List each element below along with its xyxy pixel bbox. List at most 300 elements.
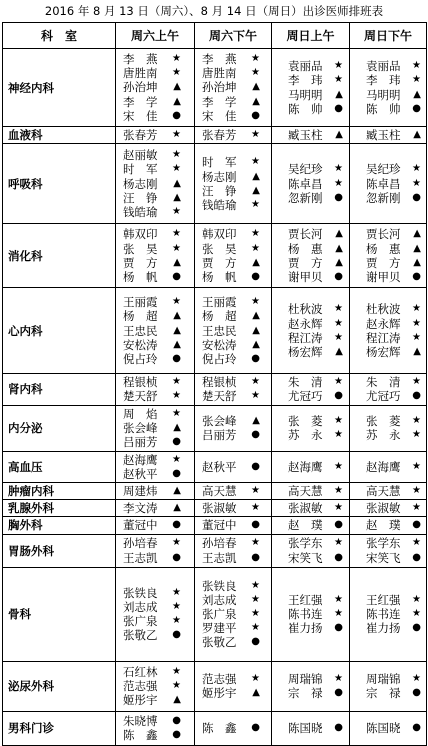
doctor-name: 姬彤宇 <box>202 686 237 700</box>
doctor-entry <box>195 389 271 403</box>
schedule-cell <box>272 661 350 711</box>
doctor-name: 宋 佳 <box>123 108 158 123</box>
doctor-title-mark: ★ <box>172 600 181 612</box>
doctor-title-mark: ▲ <box>335 242 343 254</box>
doctor-name: 尤冠巧 <box>366 389 401 404</box>
header-sat-am: 周六上午 <box>116 23 195 49</box>
doctor-entry <box>195 518 271 532</box>
doctor-title-mark: ★ <box>172 407 181 419</box>
doctor-entry <box>350 389 426 403</box>
doctor-entry <box>272 460 349 474</box>
doctor-name: 程银桢 <box>202 375 237 390</box>
doctor-entry <box>116 191 194 205</box>
doctor-name: 张铁良 <box>123 585 158 600</box>
table-row <box>3 405 427 451</box>
doctor-entry <box>116 66 194 80</box>
doctor-title-mark: ▲ <box>413 345 421 357</box>
doctor-entry <box>195 80 271 94</box>
doctor-name: 谢甲贝 <box>288 269 323 284</box>
doctor-name: 赵秋平 <box>123 466 158 481</box>
header-sat-pm: 周六下午 <box>195 23 272 49</box>
doctor-title-mark: ● <box>334 687 343 698</box>
doctor-name: 陈书连 <box>366 606 401 621</box>
doctor-entry <box>116 551 194 565</box>
schedule-cell <box>116 405 195 451</box>
doctor-title-mark: ★ <box>334 163 343 175</box>
schedule-cell <box>195 405 272 451</box>
doctor-name: 李 玮 <box>288 73 323 88</box>
doctor-name: 宗 禄 <box>366 686 401 700</box>
doctor-title-mark: ▲ <box>173 421 181 433</box>
doctor-title-mark: ▲ <box>252 184 260 196</box>
doctor-title-mark: ● <box>172 629 181 641</box>
schedule-cell <box>116 661 195 711</box>
doctor-title-mark: ★ <box>172 390 181 402</box>
department-name: 胸外科 <box>3 517 116 534</box>
doctor-entry <box>195 295 271 309</box>
doctor-entry <box>195 109 271 123</box>
doctor-entry <box>195 324 271 338</box>
doctor-name: 董冠中 <box>123 518 158 533</box>
doctor-entry <box>272 428 349 442</box>
doctor-entry <box>195 501 271 515</box>
doctor-title-mark: ★ <box>172 376 181 388</box>
doctor-title-mark: ★ <box>412 593 421 605</box>
doctor-name: 杨宏辉 <box>288 344 323 359</box>
doctor-name: 张 昊 <box>202 241 237 256</box>
doctor-name: 倪占玲 <box>123 351 158 366</box>
doctor-name: 苏 永 <box>288 428 323 443</box>
schedule-cell <box>195 534 272 567</box>
doctor-title-mark: ★ <box>334 429 343 441</box>
doctor-title-mark: ▲ <box>252 170 260 182</box>
doctor-name: 杜秋波 <box>288 302 323 317</box>
schedule-cell <box>350 144 427 224</box>
doctor-name: 贾 方 <box>288 255 323 270</box>
table-row <box>3 482 427 499</box>
doctor-name: 赵丽敏 <box>123 148 158 163</box>
schedule-cell <box>350 451 427 482</box>
schedule-cell <box>116 534 195 567</box>
header-sun-am: 周日上午 <box>272 23 350 49</box>
doctor-entry <box>272 242 349 256</box>
doctor-entry <box>195 375 271 389</box>
schedule-cell <box>350 500 427 517</box>
doctor-name: 张敬乙 <box>202 635 237 650</box>
doctor-name: 程江涛 <box>288 330 323 345</box>
doctor-name: 周 焰 <box>123 406 158 421</box>
doctor-entry <box>195 128 271 142</box>
doctor-entry <box>272 518 349 532</box>
schedule-cell <box>272 534 350 567</box>
doctor-entry <box>116 52 194 66</box>
schedule-cell <box>350 711 427 745</box>
doctor-name: 李 学 <box>123 94 158 109</box>
doctor-title-mark: ● <box>172 519 181 531</box>
doctor-title-mark: ★ <box>334 74 343 86</box>
doctor-entry <box>272 177 349 191</box>
doctor-name: 罗建平 <box>202 621 237 636</box>
doctor-name: 范志强 <box>202 671 237 686</box>
doctor-title-mark: ▲ <box>173 338 181 350</box>
doctor-entry <box>116 467 194 481</box>
doctor-name: 高天慧 <box>202 483 237 498</box>
doctor-title-mark: ★ <box>412 376 421 388</box>
doctor-entry <box>195 198 271 212</box>
schedule-cell <box>116 49 195 127</box>
schedule-cell <box>350 127 427 144</box>
doctor-entry <box>195 170 271 184</box>
doctor-entry <box>195 256 271 270</box>
doctor-title-mark: ▲ <box>252 338 260 350</box>
doctor-name: 杨 超 <box>202 309 237 324</box>
schedule-cell <box>116 288 195 374</box>
doctor-entry <box>195 184 271 198</box>
doctor-title-mark: ● <box>172 436 181 448</box>
schedule-cell <box>350 224 427 288</box>
doctor-entry <box>272 686 349 700</box>
doctor-title-mark: ★ <box>172 205 181 217</box>
doctor-name: 尤冠巧 <box>288 389 323 404</box>
doctor-title-mark: ★ <box>412 163 421 175</box>
schedule-cell <box>116 500 195 517</box>
doctor-name: 贾长河 <box>366 227 401 242</box>
doctor-title-mark: ★ <box>172 53 181 65</box>
schedule-cell <box>272 405 350 451</box>
table-row <box>3 567 427 661</box>
table-row <box>3 500 427 517</box>
doctor-name: 陈书连 <box>288 606 323 621</box>
doctor-title-mark: ★ <box>251 593 260 605</box>
doctor-title-mark: ★ <box>334 414 343 426</box>
doctor-name: 陈 帅 <box>366 101 401 116</box>
doctor-name: 汪 铮 <box>123 190 158 205</box>
doctor-name: 石红林 <box>123 664 158 679</box>
doctor-entry <box>116 324 194 338</box>
doctor-name: 赵秋平 <box>202 459 237 474</box>
doctor-entry <box>195 52 271 66</box>
doctor-title-mark: ★ <box>172 665 181 677</box>
doctor-name: 杨 帆 <box>123 269 158 284</box>
doctor-title-mark: ● <box>334 721 343 733</box>
doctor-entry <box>350 428 426 442</box>
doctor-entry <box>272 414 349 428</box>
doctor-title-mark: ● <box>251 551 260 563</box>
doctor-entry <box>116 80 194 94</box>
doctor-title-mark: ★ <box>172 296 181 308</box>
doctor-title-mark: ★ <box>251 390 260 402</box>
doctor-entry <box>350 242 426 256</box>
doctor-name: 张广泉 <box>123 614 158 628</box>
table-row <box>3 374 427 405</box>
doctor-entry <box>272 331 349 345</box>
doctor-name: 杨 帆 <box>202 269 237 284</box>
doctor-title-mark: ★ <box>251 607 260 619</box>
schedule-cell <box>272 374 350 405</box>
schedule-cell <box>272 49 350 127</box>
doctor-title-mark: ★ <box>172 228 181 240</box>
doctor-name: 王忠民 <box>123 323 158 338</box>
doctor-title-mark: ● <box>251 352 260 364</box>
doctor-name: 吴纪珍 <box>366 162 401 177</box>
doctor-name: 张 菱 <box>366 413 401 428</box>
doctor-title-mark: ★ <box>334 376 343 388</box>
doctor-name: 时 军 <box>123 162 158 177</box>
doctor-entry <box>195 414 271 428</box>
doctor-title-mark: ★ <box>172 149 181 161</box>
doctor-entry <box>272 621 349 635</box>
doctor-entry <box>195 309 271 323</box>
schedule-cell <box>350 374 427 405</box>
schedule-cell <box>116 127 195 144</box>
table-row <box>3 224 427 288</box>
schedule-cell <box>116 711 195 745</box>
department-name: 男科门诊 <box>3 711 116 745</box>
doctor-name: 孙培春 <box>202 536 237 551</box>
doctor-entry <box>350 331 426 345</box>
doctor-name: 王红强 <box>366 592 401 607</box>
doctor-title-mark: ★ <box>412 60 421 72</box>
doctor-name: 赵海鹰 <box>123 452 158 467</box>
doctor-name: 张敬乙 <box>123 628 158 643</box>
doctor-entry <box>195 593 271 607</box>
doctor-name: 张会峰 <box>202 413 237 428</box>
doctor-name: 杨宏辉 <box>366 344 401 359</box>
doctor-title-mark: ● <box>251 519 260 531</box>
doctor-entry <box>116 205 194 219</box>
department-name: 内分泌 <box>3 405 116 451</box>
doctor-name: 赵 璞 <box>366 518 401 533</box>
doctor-title-mark: ▲ <box>335 256 343 268</box>
doctor-entry <box>350 593 426 607</box>
doctor-title-mark: ▲ <box>252 81 260 93</box>
doctor-entry <box>350 414 426 428</box>
doctor-title-mark: ★ <box>251 376 260 388</box>
doctor-title-mark: ★ <box>334 60 343 72</box>
department-name: 心内科 <box>3 288 116 374</box>
doctor-name: 吴纪珍 <box>288 162 323 177</box>
doctor-entry <box>350 88 426 102</box>
doctor-name: 陈 鑫 <box>123 728 158 742</box>
doctor-title-mark: ● <box>251 636 260 648</box>
doctor-name: 张 昊 <box>123 241 158 256</box>
schedule-cell <box>195 144 272 224</box>
doctor-entry <box>116 614 194 628</box>
doctor-name: 张春芳 <box>202 128 237 142</box>
doctor-entry <box>272 73 349 87</box>
doctor-title-mark: ▲ <box>335 129 343 140</box>
doctor-title-mark: ★ <box>172 615 181 626</box>
schedule-cell <box>272 500 350 517</box>
doctor-entry <box>350 227 426 241</box>
doctor-entry <box>195 155 271 169</box>
doctor-entry <box>272 593 349 607</box>
doctor-name: 陈 鑫 <box>202 720 237 735</box>
doctor-title-mark: ★ <box>412 414 421 426</box>
doctor-title-mark: ★ <box>334 537 343 549</box>
doctor-name: 王红强 <box>288 592 323 607</box>
schedule-cell <box>116 374 195 405</box>
doctor-entry <box>350 536 426 550</box>
doctor-entry <box>116 628 194 642</box>
doctor-name: 李 学 <box>202 94 237 109</box>
doctor-entry <box>350 191 426 205</box>
schedule-cell <box>350 405 427 451</box>
doctor-entry <box>272 536 349 550</box>
doctor-title-mark: ▲ <box>173 81 181 93</box>
schedule-cell <box>116 224 195 288</box>
doctor-name: 汪 铮 <box>202 183 237 198</box>
doctor-title-mark: ▲ <box>173 694 181 706</box>
doctor-name: 唐胜南 <box>123 66 158 81</box>
doctor-title-mark: ● <box>412 102 421 114</box>
doctor-entry <box>272 227 349 241</box>
doctor-entry <box>195 672 271 686</box>
page-title: 2016 年 8 月 13 日（周六）、8 月 14 日（周日）出诊医师排班表 <box>44 4 384 18</box>
schedule-cell <box>195 374 272 405</box>
doctor-name: 马明明 <box>366 87 401 102</box>
doctor-entry <box>195 607 271 621</box>
doctor-title-mark: ★ <box>251 502 260 514</box>
doctor-name: 赵 璞 <box>288 518 323 533</box>
doctor-title-mark: ▲ <box>173 256 181 268</box>
doctor-entry <box>116 484 194 498</box>
doctor-name: 张学东 <box>288 536 323 551</box>
doctor-entry <box>116 407 194 421</box>
doctor-entry <box>116 338 194 352</box>
doctor-name: 周瑞锦 <box>366 671 401 686</box>
doctor-name: 宋 佳 <box>202 108 237 123</box>
doctor-name: 陈国晓 <box>288 720 323 735</box>
doctor-name: 安松涛 <box>123 337 158 352</box>
department-name: 神经内科 <box>3 49 116 127</box>
doctor-title-mark: ★ <box>172 586 181 598</box>
doctor-entry <box>272 256 349 270</box>
doctor-entry <box>116 270 194 284</box>
doctor-title-mark: ★ <box>334 460 343 472</box>
doctor-entry <box>116 95 194 109</box>
doctor-title-mark: ● <box>334 102 343 114</box>
doctor-title-mark: ▲ <box>173 177 181 189</box>
doctor-entry <box>116 728 194 742</box>
doctor-title-mark: ▲ <box>413 242 421 254</box>
doctor-title-mark: ★ <box>334 593 343 605</box>
doctor-title-mark: ★ <box>251 484 260 496</box>
doctor-name: 楚天舒 <box>123 389 158 404</box>
doctor-entry <box>350 345 426 359</box>
doctor-title-mark: ★ <box>251 622 260 634</box>
doctor-entry <box>195 551 271 565</box>
doctor-name: 李 燕 <box>123 52 158 67</box>
table-row <box>3 661 427 711</box>
doctor-name: 张广泉 <box>202 606 237 621</box>
doctor-title-mark: ★ <box>334 607 343 619</box>
doctor-title-mark: ● <box>412 270 421 282</box>
doctor-title-mark: ● <box>334 270 343 282</box>
doctor-entry <box>195 484 271 498</box>
doctor-name: 贾长河 <box>288 227 323 242</box>
doctor-title-mark: ★ <box>172 537 181 549</box>
doctor-name: 宗 禄 <box>288 686 323 700</box>
doctor-name: 张学东 <box>366 536 401 551</box>
schedule-body <box>3 49 427 746</box>
doctor-name: 谢甲贝 <box>366 269 401 284</box>
doctor-title-mark: ● <box>172 109 181 121</box>
doctor-name: 刘志成 <box>202 592 237 607</box>
doctor-entry <box>116 453 194 467</box>
doctor-name: 杨 惠 <box>366 241 401 256</box>
doctor-name: 崔力扬 <box>366 621 401 636</box>
doctor-entry <box>272 59 349 73</box>
table-row <box>3 534 427 567</box>
doctor-title-mark: ★ <box>251 537 260 549</box>
doctor-entry <box>350 270 426 284</box>
doctor-title-mark: ● <box>251 721 260 733</box>
doctor-name: 程江涛 <box>366 330 401 345</box>
doctor-entry <box>350 317 426 331</box>
doctor-entry <box>350 162 426 176</box>
doctor-name: 董冠中 <box>202 518 237 533</box>
doctor-entry <box>272 128 349 142</box>
schedule-cell <box>272 567 350 661</box>
doctor-entry <box>116 389 194 403</box>
table-row <box>3 288 427 374</box>
doctor-entry <box>350 102 426 116</box>
doctor-title-mark: ★ <box>334 672 343 684</box>
doctor-title-mark: ★ <box>412 484 421 496</box>
doctor-title-mark: ★ <box>412 74 421 86</box>
doctor-name: 朱 清 <box>366 375 401 390</box>
doctor-title-mark: ● <box>334 191 343 203</box>
schedule-cell <box>272 711 350 745</box>
schedule-cell <box>195 567 272 661</box>
table-row <box>3 517 427 534</box>
doctor-title-mark: ● <box>412 519 421 531</box>
doctor-title-mark: ★ <box>412 429 421 441</box>
doctor-entry <box>350 177 426 191</box>
doctor-name: 袁丽品 <box>288 59 323 74</box>
doctor-title-mark: ★ <box>172 163 181 175</box>
doctor-name: 苏 永 <box>366 428 401 443</box>
doctor-title-mark: ▲ <box>335 345 343 357</box>
schedule-cell <box>195 49 272 127</box>
doctor-title-mark: ● <box>334 390 343 402</box>
doctor-entry <box>350 518 426 532</box>
doctor-entry <box>272 607 349 621</box>
doctor-title-mark: ★ <box>334 484 343 496</box>
doctor-entry <box>116 295 194 309</box>
doctor-title-mark: ● <box>251 460 260 472</box>
doctor-entry <box>350 302 426 316</box>
doctor-name: 楚天舒 <box>202 389 237 404</box>
doctor-entry <box>272 270 349 284</box>
doctor-entry <box>272 88 349 102</box>
doctor-title-mark: ▲ <box>335 88 343 100</box>
doctor-name: 张淑敏 <box>202 501 237 516</box>
doctor-title-mark: ★ <box>334 317 343 329</box>
doctor-name: 杨志刚 <box>202 169 237 184</box>
doctor-title-mark: ★ <box>412 317 421 329</box>
doctor-entry <box>116 421 194 435</box>
doctor-name: 姬彤宇 <box>123 693 158 708</box>
table-row <box>3 49 427 127</box>
doctor-name: 杜秋波 <box>366 302 401 317</box>
doctor-title-mark: ★ <box>412 672 421 684</box>
doctor-name: 朱晓博 <box>123 713 158 728</box>
doctor-title-mark: ★ <box>334 502 343 514</box>
doctor-title-mark: ★ <box>251 67 260 79</box>
doctor-entry <box>116 536 194 550</box>
